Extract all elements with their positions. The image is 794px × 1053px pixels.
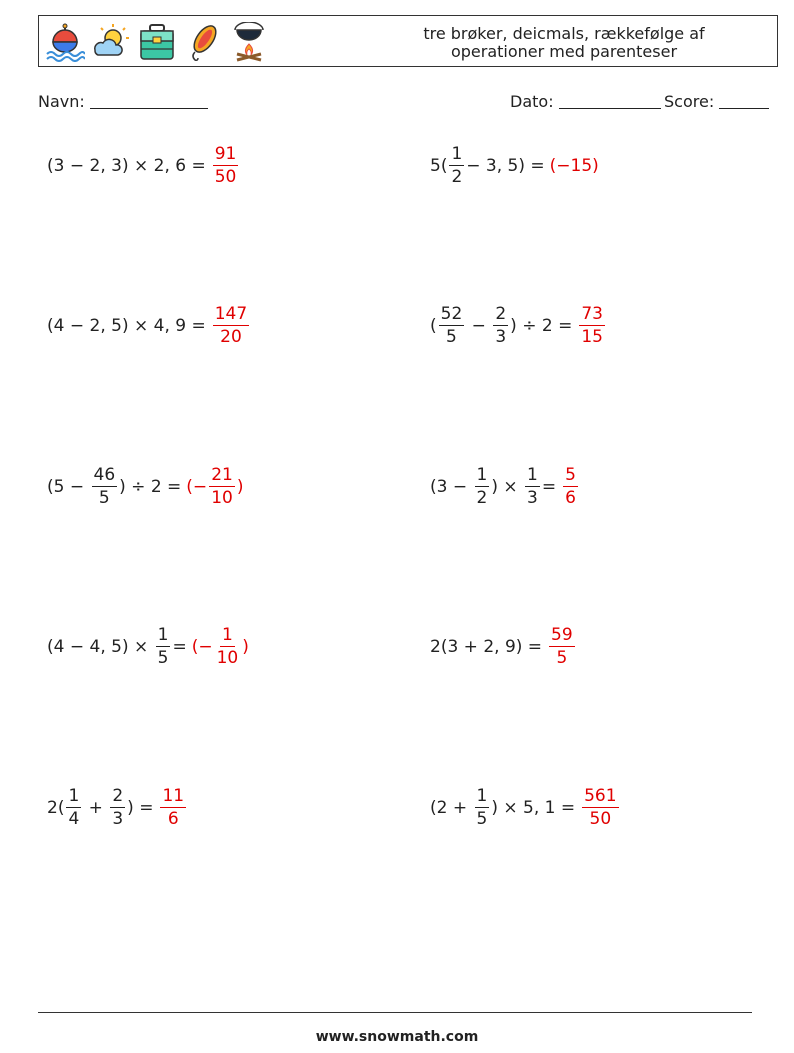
problem-3 bbox=[47, 306, 251, 346]
fishing-lure-icon bbox=[183, 22, 223, 62]
answer-numerator: 1 bbox=[222, 625, 233, 645]
denominator: 5 bbox=[157, 648, 169, 668]
expression: = bbox=[541, 477, 557, 497]
expression: = bbox=[172, 637, 187, 657]
worksheet-header bbox=[38, 15, 778, 67]
expression: ) × 5, 1 = bbox=[491, 798, 576, 818]
score-field bbox=[664, 92, 769, 111]
answer bbox=[186, 467, 243, 507]
denominator: 3 bbox=[495, 327, 507, 347]
fraction bbox=[475, 788, 490, 828]
answer-numerator: 21 bbox=[211, 465, 233, 485]
numerator: 1 bbox=[451, 144, 463, 164]
answer-denominator: 5 bbox=[556, 648, 568, 668]
expression: − bbox=[466, 316, 492, 336]
campfire-pot-icon bbox=[229, 22, 269, 62]
fraction bbox=[156, 627, 171, 667]
fraction bbox=[449, 146, 464, 186]
answer-numerator: 11 bbox=[162, 786, 185, 806]
sun-cloud-icon bbox=[91, 22, 131, 62]
fraction bbox=[66, 788, 81, 828]
answer-denominator: 15 bbox=[581, 327, 603, 347]
date-field bbox=[510, 92, 661, 111]
score-label: Score: bbox=[664, 92, 715, 111]
answer-numerator: 91 bbox=[214, 144, 237, 164]
answer-denominator: 50 bbox=[589, 809, 612, 829]
answer bbox=[211, 306, 251, 346]
numerator: 2 bbox=[495, 304, 507, 324]
expression: + bbox=[83, 798, 109, 818]
denominator: 3 bbox=[527, 488, 538, 508]
fraction bbox=[110, 788, 125, 828]
answer-denominator: 6 bbox=[565, 488, 576, 508]
expression: (3 − 2, 3) × 2, 6 = bbox=[47, 156, 206, 176]
answer-paren: (− bbox=[186, 477, 208, 497]
name-blank[interactable] bbox=[90, 92, 208, 109]
problem-4 bbox=[430, 306, 607, 346]
denominator: 5 bbox=[98, 488, 110, 508]
answer bbox=[192, 627, 249, 667]
denominator: 5 bbox=[446, 327, 457, 347]
answer bbox=[577, 306, 607, 346]
expression: 2(3 + 2, 9) = bbox=[430, 637, 543, 657]
answer bbox=[547, 627, 577, 667]
score-blank[interactable] bbox=[719, 92, 769, 109]
header-icons bbox=[45, 20, 269, 64]
denominator: 2 bbox=[451, 167, 463, 187]
problem-8 bbox=[430, 627, 577, 667]
denominator: 5 bbox=[476, 809, 488, 829]
expression: ) = bbox=[127, 798, 154, 818]
fraction bbox=[475, 467, 490, 507]
numerator: 1 bbox=[68, 786, 80, 806]
answer-numerator: 59 bbox=[551, 625, 573, 645]
answer-numerator: 73 bbox=[581, 304, 603, 324]
answer-numerator: 5 bbox=[565, 465, 576, 485]
answer bbox=[580, 788, 620, 828]
name-field bbox=[38, 92, 208, 111]
expression: (3 − bbox=[430, 477, 473, 497]
problem-5 bbox=[47, 467, 243, 507]
numerator: 52 bbox=[440, 304, 463, 324]
problem-10 bbox=[430, 788, 621, 828]
denominator: 4 bbox=[68, 809, 80, 829]
numerator: 2 bbox=[112, 786, 124, 806]
expression: − 3, 5) = bbox=[466, 156, 545, 176]
problem-9 bbox=[47, 788, 188, 828]
footer-url[interactable]: www.snowmath.com bbox=[315, 1029, 479, 1045]
problem-2 bbox=[430, 146, 599, 186]
date-label: Dato: bbox=[510, 92, 554, 111]
fraction bbox=[92, 467, 118, 507]
answer-numerator: 561 bbox=[584, 786, 617, 806]
name-label: Navn: bbox=[38, 92, 85, 111]
answer-denominator: 10 bbox=[211, 488, 233, 508]
expression: (4 − 2, 5) × 4, 9 = bbox=[47, 316, 206, 336]
worksheet-title bbox=[399, 25, 729, 61]
problem-1 bbox=[47, 146, 240, 186]
expression: ) × bbox=[491, 477, 524, 497]
problem-6 bbox=[430, 467, 580, 507]
answer-paren: ) bbox=[236, 477, 244, 497]
answer bbox=[561, 467, 580, 507]
problem-7 bbox=[47, 627, 249, 667]
fraction bbox=[493, 306, 508, 346]
numerator: 1 bbox=[476, 786, 488, 806]
title-line-2: operationer med parenteser bbox=[450, 42, 678, 61]
expression: (5 − bbox=[47, 477, 90, 497]
expression: ) ÷ 2 = bbox=[119, 477, 182, 497]
fraction bbox=[525, 467, 540, 507]
expression: ) ÷ 2 = bbox=[510, 316, 573, 336]
date-blank[interactable] bbox=[559, 92, 661, 109]
fishing-bobber-icon bbox=[45, 22, 85, 62]
tackle-box-icon bbox=[137, 22, 177, 62]
denominator: 2 bbox=[476, 488, 488, 508]
expression: 5( bbox=[430, 156, 448, 176]
numerator: 1 bbox=[476, 465, 488, 485]
answer: (−15) bbox=[549, 156, 599, 176]
answer-paren: (− bbox=[191, 637, 213, 657]
numerator: 1 bbox=[527, 465, 538, 485]
title-line-1: tre brøker, deicmals, rækkefølge af bbox=[423, 24, 705, 43]
expression: ( bbox=[430, 316, 437, 336]
answer-numerator: 147 bbox=[214, 304, 248, 324]
numerator: 46 bbox=[93, 465, 116, 485]
expression: 2( bbox=[47, 798, 65, 818]
denominator: 3 bbox=[112, 809, 124, 829]
answer-denominator: 6 bbox=[167, 809, 179, 829]
fraction bbox=[439, 306, 465, 346]
answer bbox=[158, 788, 188, 828]
expression: (4 − 4, 5) × bbox=[47, 637, 154, 657]
answer-denominator: 50 bbox=[214, 167, 237, 187]
answer-paren: ) bbox=[242, 637, 249, 657]
answer bbox=[211, 146, 241, 186]
expression: (2 + bbox=[430, 798, 473, 818]
numerator: 1 bbox=[157, 625, 169, 645]
answer-denominator: 10 bbox=[216, 648, 239, 668]
footer-divider bbox=[38, 1012, 752, 1013]
answer-denominator: 20 bbox=[220, 327, 242, 347]
